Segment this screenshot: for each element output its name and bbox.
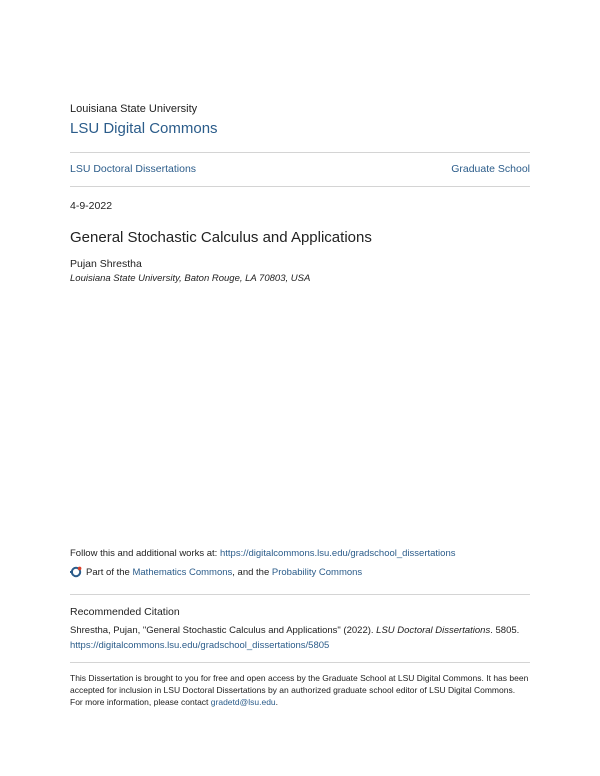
institution-name: Louisiana State University: [70, 103, 198, 115]
divider-top: [70, 152, 530, 153]
access-notice: [70, 672, 530, 708]
document-title: General Stochastic Calculus and Applications: [70, 229, 372, 246]
notice-end: .: [275, 697, 279, 707]
part-of-middle: , and the: [232, 566, 272, 578]
citation-url-link[interactable]: https://digitalcommons.lsu.edu/gradschool_dissertations/5805: [70, 640, 330, 651]
contact-email-link[interactable]: gradetd@lsu.edu: [210, 697, 276, 707]
repository-link[interactable]: LSU Digital Commons: [70, 120, 218, 137]
citation-main: Shrestha, Pujan, "General Stochastic Calculus and Applications" (2022).: [70, 625, 377, 636]
divider-nav: [70, 186, 530, 187]
follow-line: [70, 548, 455, 559]
follow-url-link[interactable]: https://digitalcommons.lsu.edu/gradschool_dissertations: [219, 548, 456, 559]
part-of-prefix: Part of the: [86, 566, 133, 578]
citation-text: [70, 623, 540, 653]
author-name: Pujan Shrestha: [70, 258, 142, 270]
publication-date: 4-9-2022: [70, 200, 113, 212]
probability-commons-link[interactable]: Probability Commons: [271, 566, 363, 578]
author-affiliation: Louisiana State University, Baton Rouge, LA 70803, USA: [70, 273, 311, 284]
network-icon: [70, 566, 82, 578]
notice-text: This Dissertation is brought to you for free and open access by the Graduate School at LSU Digital Commons. It has been accepted for inclusion in LSU Doctoral Dissertations by an authorized graduate school editor of LSU Digital Commons. For more information, please contact: [70, 673, 529, 707]
citation-heading: Recommended Citation: [70, 606, 180, 618]
mathematics-commons-link[interactable]: Mathematics Commons: [132, 566, 233, 578]
follow-label: Follow this and additional works at:: [70, 548, 220, 559]
collection-link[interactable]: LSU Doctoral Dissertations: [70, 163, 197, 175]
part-of-line: [70, 566, 362, 578]
citation-number: . 5805.: [490, 625, 520, 636]
divider-citation: [70, 594, 530, 595]
cover-page: [70, 0, 530, 776]
citation-series: LSU Doctoral Dissertations: [376, 625, 491, 636]
divider-notice: [70, 662, 530, 663]
graduate-school-link[interactable]: Graduate School: [451, 163, 530, 175]
